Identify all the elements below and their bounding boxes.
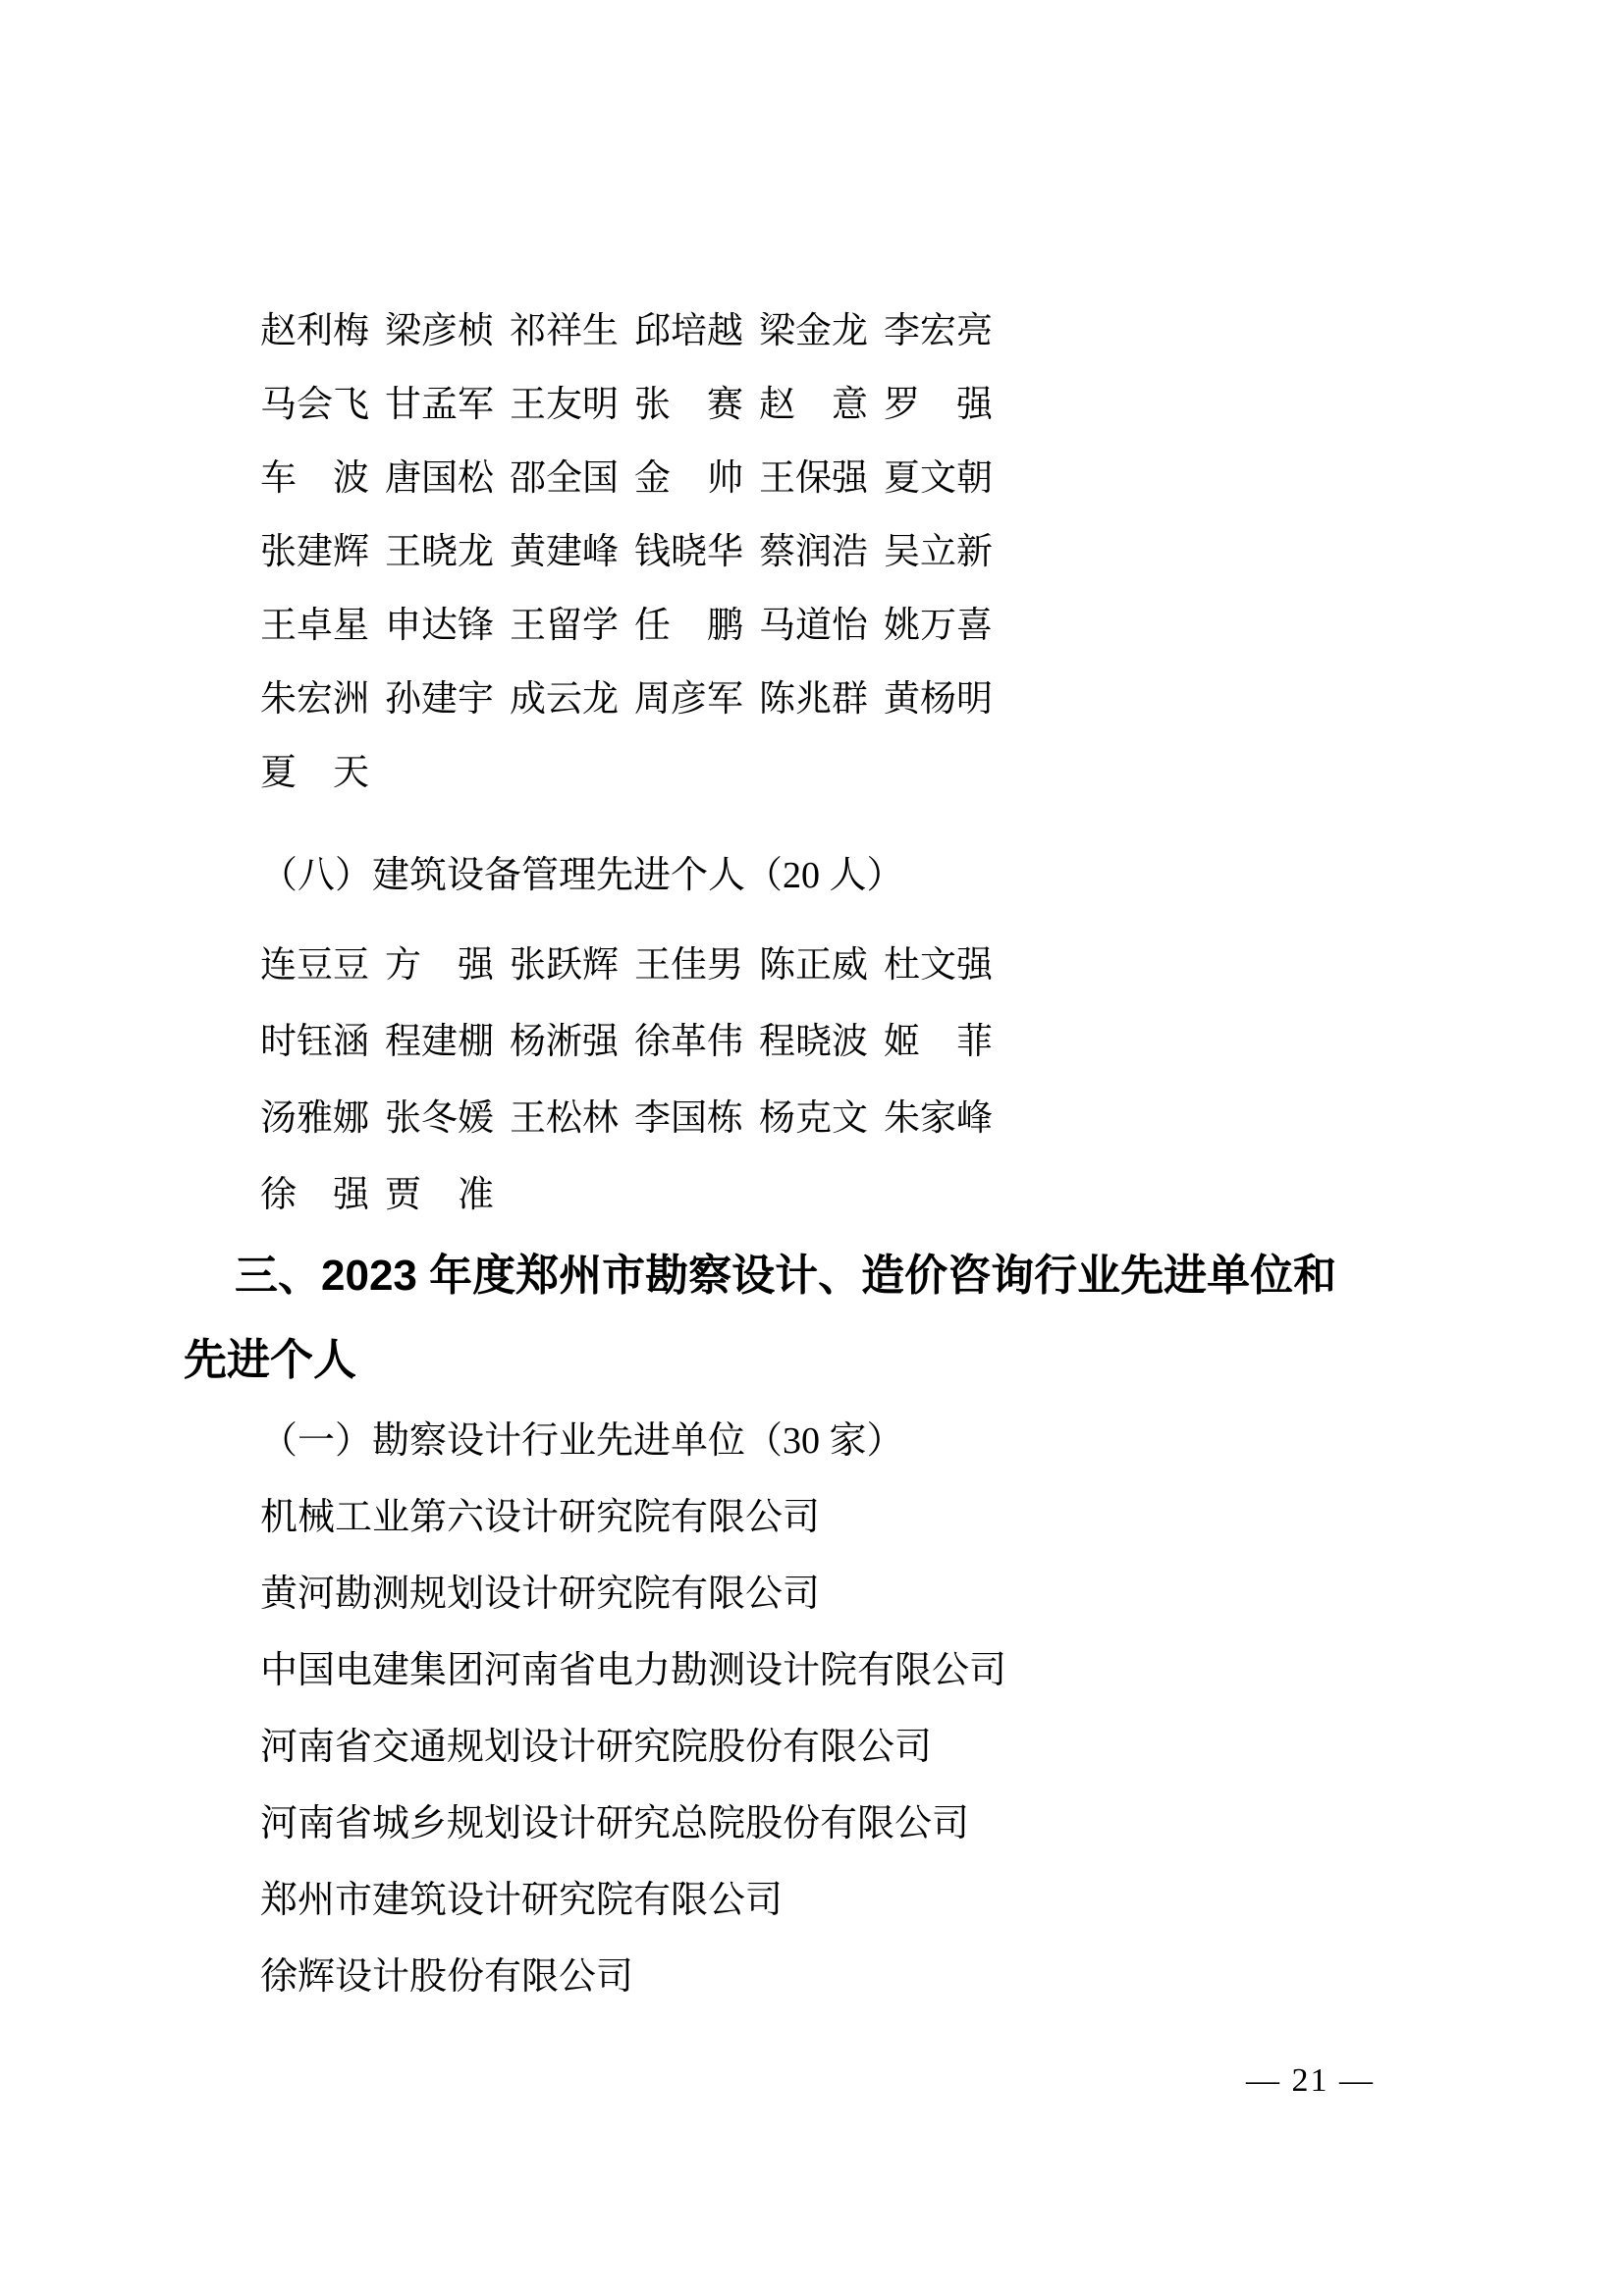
awardee-name: 王保强: [759, 458, 868, 499]
awardee-name: 祁祥生: [510, 311, 619, 351]
company-name: 黄河勘测规划设计研究院有限公司: [260, 1574, 821, 1615]
awardee-name: 王留学: [510, 606, 619, 646]
company-name: 中国电建集团河南省电力勘测设计院有限公司: [260, 1650, 1007, 1691]
awardee-name: 杜文强: [884, 945, 993, 986]
awardee-name: 黄建峰: [510, 532, 619, 572]
name-row: [260, 928, 1398, 1004]
awardee-name: 邱培越: [634, 311, 743, 351]
awardee-name: 王晓龙: [385, 532, 494, 572]
awardee-name: 张跃辉: [510, 945, 619, 986]
section-3-heading-line2: 先进个人: [184, 1336, 356, 1384]
awardee-name: 邵全国: [510, 458, 619, 499]
company-name: 郑州市建筑设计研究院有限公司: [260, 1880, 784, 1921]
awardee-name: 李宏亮: [884, 311, 993, 351]
awardee-name: 张建辉: [260, 532, 369, 572]
awardee-name: 王佳男: [634, 945, 743, 986]
awardee-name: 黄杨明: [884, 679, 993, 720]
awardee-name: 王友明: [510, 385, 619, 425]
awardee-name: 夏 天: [260, 753, 369, 793]
awardee-name: 赵利梅: [260, 311, 369, 351]
awardee-name: 马道怡: [759, 606, 868, 646]
awardee-name: 朱宏洲: [260, 679, 369, 720]
name-row: [260, 736, 1398, 810]
awardee-name: 时钰涵: [260, 1022, 369, 1062]
name-row: [260, 1004, 1398, 1081]
name-row: [260, 663, 1398, 736]
awardee-name: 赵 意: [759, 385, 868, 425]
name-row: [260, 1157, 1398, 1234]
name-row: [260, 294, 1398, 368]
awardee-name: 杨淅强: [510, 1022, 619, 1062]
awardee-name: 吴立新: [884, 532, 993, 572]
awardee-name: 张冬媛: [385, 1098, 494, 1139]
section-3-heading-line1: 三、2023 年度郑州市勘察设计、造价咨询行业先进单位和: [235, 1252, 1337, 1300]
awardee-name: 甘孟军: [385, 385, 494, 425]
awardee-name: 杨克文: [759, 1098, 868, 1139]
advanced-unit-company-list: [184, 1479, 1398, 2015]
awardee-name: 王卓星: [260, 606, 369, 646]
awardee-name: 王松林: [510, 1098, 619, 1139]
page-number: — 21 —: [1246, 2062, 1375, 2099]
awardee-name-list-section8: [184, 928, 1398, 1234]
company-name: 徐辉设计股份有限公司: [260, 1956, 634, 1998]
awardee-name: 汤雅娜: [260, 1098, 369, 1139]
awardee-name: 姬 菲: [884, 1022, 993, 1062]
awardee-name: 成云龙: [510, 679, 619, 720]
awardee-name: 周彦军: [634, 679, 743, 720]
awardee-name: 姚万喜: [884, 606, 993, 646]
awardee-name: 蔡润浩: [759, 532, 868, 572]
awardee-name: 钱晓华: [634, 532, 743, 572]
company-name: 机械工业第六设计研究院有限公司: [260, 1497, 821, 1538]
awardee-name: 陈兆群: [759, 679, 868, 720]
awardee-name: 连豆豆: [260, 945, 369, 986]
awardee-name: 贾 准: [385, 1175, 494, 1215]
awardee-name: 夏文朝: [884, 458, 993, 499]
awardee-name: 任 鹏: [634, 606, 743, 646]
awardee-name: 徐 强: [260, 1175, 369, 1215]
awardee-name: 李国栋: [634, 1098, 743, 1139]
awardee-name: 程建棚: [385, 1022, 494, 1062]
awardee-name: 马会飞: [260, 385, 369, 425]
awardee-name: 梁金龙: [759, 311, 868, 351]
name-row: [260, 515, 1398, 589]
awardee-name: 罗 强: [884, 385, 993, 425]
awardee-name: 方 强: [385, 945, 494, 986]
name-row: [260, 589, 1398, 663]
awardee-name: 朱家峰: [884, 1098, 993, 1139]
name-row: [260, 1081, 1398, 1157]
awardee-name: 陈正威: [759, 945, 868, 986]
awardee-name: 程晓波: [759, 1022, 868, 1062]
section-1-heading: （一）勘察设计行业先进单位（30 家）: [260, 1420, 904, 1462]
awardee-name: 申达锋: [385, 606, 494, 646]
awardee-name-list-continued: [184, 294, 1398, 810]
awardee-name: 张 赛: [634, 385, 743, 425]
document-content: [184, 294, 1398, 2015]
section-3-heading: [184, 1234, 1398, 1403]
awardee-name: 车 波: [260, 458, 369, 499]
awardee-name: 金 帅: [634, 458, 743, 499]
awardee-name: 孙建宇: [385, 679, 494, 720]
awardee-name: 梁彦桢: [385, 311, 494, 351]
company-name: 河南省城乡规划设计研究总院股份有限公司: [260, 1803, 970, 1844]
company-name: 河南省交通规划设计研究院股份有限公司: [260, 1727, 933, 1768]
awardee-name: 徐革伟: [634, 1022, 743, 1062]
name-row: [260, 368, 1398, 442]
awardee-name: 唐国松: [385, 458, 494, 499]
section-8-heading: （八）建筑设备管理先进个人（20 人）: [260, 855, 904, 896]
name-row: [260, 442, 1398, 515]
